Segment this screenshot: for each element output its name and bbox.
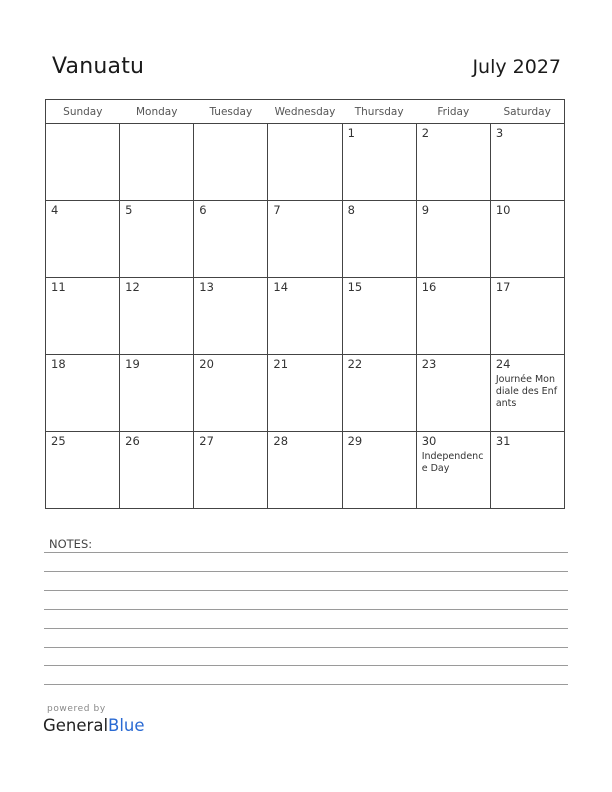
calendar-day-cell	[194, 201, 268, 278]
day-number: 14	[273, 280, 289, 294]
notes-line	[44, 628, 568, 629]
calendar-day-cell	[120, 432, 194, 509]
day-number: 27	[199, 434, 214, 448]
notes-line	[44, 684, 568, 685]
day-number: 6	[199, 203, 207, 217]
calendar-week-row	[46, 201, 565, 278]
day-number: 3	[495, 126, 504, 140]
notes-line	[44, 571, 568, 572]
calendar-day-cell	[46, 201, 120, 278]
calendar-day-cell	[120, 201, 194, 278]
weekday-tuesday: Tuesday	[194, 100, 268, 124]
notes-line	[44, 590, 568, 591]
logo-blue-text: Blue	[108, 716, 145, 735]
generalblue-logo[interactable]	[43, 716, 145, 735]
calendar-day-cell	[194, 432, 268, 509]
calendar-day-cell	[268, 278, 342, 355]
calendar-month-title: July 2027	[472, 56, 561, 78]
calendar-day-cell	[194, 278, 268, 355]
calendar-day-cell	[46, 355, 120, 432]
calendar-week-row	[46, 278, 565, 355]
weekday-friday: Friday	[416, 100, 490, 124]
weekday-saturday: Saturday	[490, 100, 564, 124]
calendar-day-cell	[342, 278, 416, 355]
day-number: 17	[495, 280, 511, 294]
calendar-day-cell	[46, 278, 120, 355]
calendar-day-cell	[490, 124, 564, 201]
day-number: 2	[421, 126, 430, 140]
calendar-day-cell	[46, 432, 120, 509]
day-number: 11	[51, 280, 66, 294]
day-number: 24	[495, 357, 511, 371]
logo-general-text: General	[43, 716, 109, 735]
notes-label: NOTES:	[49, 537, 93, 551]
weekday-wednesday: Wednesday	[268, 100, 342, 124]
calendar-day-cell	[490, 432, 564, 509]
day-number: 21	[273, 357, 289, 371]
calendar-day-cell	[416, 278, 490, 355]
day-number: 13	[199, 280, 214, 294]
day-number: 4	[51, 203, 59, 217]
notes-line	[44, 665, 568, 666]
day-number: 16	[421, 280, 437, 294]
calendar-day-cell	[342, 355, 416, 432]
weekday-monday: Monday	[120, 100, 194, 124]
day-number: 31	[495, 434, 511, 448]
notes-line	[44, 647, 568, 648]
day-number: 30	[421, 434, 437, 448]
day-number: 15	[347, 280, 363, 294]
day-number: 19	[125, 357, 140, 371]
calendar-day-cell	[490, 355, 564, 432]
calendar-day-cell	[490, 201, 564, 278]
day-number: 12	[125, 280, 140, 294]
day-number: 18	[51, 357, 66, 371]
holiday-event: Independence Day	[421, 451, 484, 474]
notes-line	[44, 609, 568, 610]
weekday-header-row	[46, 100, 565, 124]
calendar-day-cell	[342, 124, 416, 201]
weekday-sunday: Sunday	[46, 100, 120, 124]
calendar-day-cell	[120, 124, 194, 201]
calendar-day-cell	[416, 201, 490, 278]
calendar-week-row	[46, 355, 565, 432]
day-number: 23	[421, 357, 437, 371]
day-number: 29	[347, 434, 363, 448]
calendar-week-row	[46, 432, 565, 509]
day-number: 9	[421, 203, 430, 217]
calendar-day-cell	[194, 124, 268, 201]
calendar-day-cell	[268, 355, 342, 432]
calendar-day-cell	[268, 124, 342, 201]
day-number: 10	[495, 203, 511, 217]
calendar-day-cell	[490, 278, 564, 355]
day-number: 25	[51, 434, 66, 448]
powered-by-text: powered by	[47, 704, 106, 714]
calendar-country-title: Vanuatu	[52, 54, 145, 79]
calendar-day-cell	[120, 278, 194, 355]
calendar-day-cell	[46, 124, 120, 201]
weekday-thursday: Thursday	[342, 100, 416, 124]
day-number: 5	[125, 203, 133, 217]
calendar-day-cell	[194, 355, 268, 432]
calendar-day-cell	[268, 432, 342, 509]
calendar-day-cell	[416, 355, 490, 432]
holiday-event: Journée Mondiale des Enfants	[495, 374, 558, 409]
day-number: 1	[347, 126, 355, 140]
day-number: 22	[347, 357, 363, 371]
calendar-day-cell	[342, 432, 416, 509]
calendar-day-cell	[416, 432, 490, 509]
calendar-day-cell	[416, 124, 490, 201]
calendar-week-row	[46, 124, 565, 201]
day-number: 26	[125, 434, 140, 448]
calendar-day-cell	[342, 201, 416, 278]
day-number: 28	[273, 434, 289, 448]
calendar-grid	[45, 99, 565, 509]
day-number: 7	[273, 203, 281, 217]
calendar-day-cell	[120, 355, 194, 432]
calendar-day-cell	[268, 201, 342, 278]
day-number: 20	[199, 357, 214, 371]
notes-line	[44, 552, 568, 553]
day-number: 8	[347, 203, 355, 217]
